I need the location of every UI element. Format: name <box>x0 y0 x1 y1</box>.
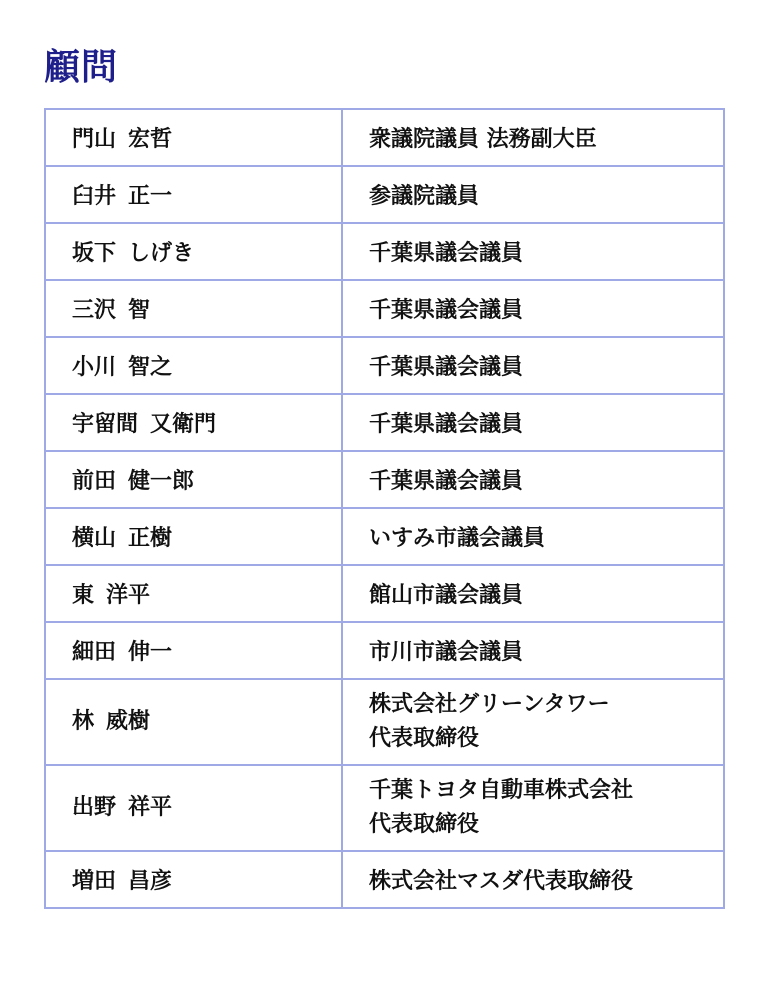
table-row <box>45 337 724 394</box>
advisor-role-cell <box>342 109 724 166</box>
advisor-name-cell <box>45 223 342 280</box>
advisor-name-cell <box>45 679 342 765</box>
advisor-given-name: 祥平 <box>128 795 173 820</box>
advisor-given-name: 健一郎 <box>128 469 195 494</box>
advisor-role-line: 株式会社グリーンタワー <box>369 692 610 717</box>
advisor-role-cell <box>342 337 724 394</box>
advisor-role-cell <box>342 851 724 908</box>
advisor-family-name: 宇留間 <box>72 412 139 437</box>
advisor-role-line: 株式会社マスダ代表取締役 <box>369 869 634 894</box>
table-row <box>45 280 724 337</box>
advisor-name-cell <box>45 109 342 166</box>
table-row <box>45 622 724 679</box>
advisor-role-cell <box>342 565 724 622</box>
advisor-role-cell <box>342 394 724 451</box>
advisor-table-body <box>45 109 724 908</box>
page-title: 顧問 <box>44 47 119 88</box>
advisor-name-cell <box>45 394 342 451</box>
advisor-name-cell <box>45 565 342 622</box>
advisor-role-line: 千葉県議会議員 <box>369 355 524 380</box>
advisor-role-cell <box>342 451 724 508</box>
advisor-role-line: 千葉県議会議員 <box>369 241 524 266</box>
advisor-table <box>44 108 725 909</box>
advisor-role-line: 千葉トヨタ自動車株式会社 <box>369 778 634 803</box>
advisor-role-cell <box>342 508 724 565</box>
advisor-role-line: 代表取締役 <box>369 812 480 837</box>
advisor-name-cell <box>45 337 342 394</box>
advisor-role-line: 千葉県議会議員 <box>369 412 524 437</box>
advisor-role-line: 市川市議会議員 <box>369 640 524 665</box>
advisor-role-cell <box>342 280 724 337</box>
advisor-given-name: 伸一 <box>128 640 173 665</box>
advisor-family-name: 臼井 <box>72 184 117 209</box>
advisor-given-name: 威樹 <box>106 709 151 734</box>
advisor-family-name: 坂下 <box>72 241 117 266</box>
advisor-role-line: 千葉県議会議員 <box>369 298 524 323</box>
table-row <box>45 394 724 451</box>
advisor-name-cell <box>45 451 342 508</box>
advisor-role-cell <box>342 622 724 679</box>
advisor-family-name: 細田 <box>72 640 117 665</box>
advisor-given-name: 正樹 <box>128 526 173 551</box>
table-row <box>45 851 724 908</box>
advisor-given-name: しげき <box>128 241 195 266</box>
advisor-role-line: 参議院議員 <box>369 184 480 209</box>
advisor-role-cell <box>342 223 724 280</box>
advisor-family-name: 横山 <box>72 526 117 551</box>
advisor-given-name: 智之 <box>128 355 173 380</box>
advisor-role-line: いすみ市議会議員 <box>369 526 546 551</box>
advisor-given-name: 正一 <box>128 184 173 209</box>
table-row <box>45 765 724 851</box>
advisor-family-name: 出野 <box>72 795 117 820</box>
advisor-role-line: 衆議院議員 法務副大臣 <box>369 127 597 152</box>
advisor-name-cell <box>45 280 342 337</box>
advisor-name-cell <box>45 166 342 223</box>
advisor-role-line: 千葉県議会議員 <box>369 469 524 494</box>
advisor-role-line: 代表取締役 <box>369 726 480 751</box>
advisor-family-name: 増田 <box>72 869 117 894</box>
table-row <box>45 565 724 622</box>
table-row <box>45 166 724 223</box>
advisor-name-cell <box>45 508 342 565</box>
advisor-given-name: 洋平 <box>106 583 151 608</box>
table-row <box>45 508 724 565</box>
advisor-role-line: 館山市議会議員 <box>369 583 524 608</box>
advisor-name-cell <box>45 765 342 851</box>
advisor-role-cell <box>342 679 724 765</box>
advisor-role-cell <box>342 166 724 223</box>
advisor-family-name: 三沢 <box>72 298 117 323</box>
advisor-family-name: 林 <box>72 709 95 734</box>
advisor-given-name: 智 <box>128 298 151 323</box>
advisor-given-name: 昌彦 <box>128 869 173 894</box>
advisor-given-name: 又衛門 <box>150 412 217 437</box>
table-row <box>45 451 724 508</box>
table-row <box>45 679 724 765</box>
advisor-family-name: 東 <box>72 583 95 608</box>
advisor-family-name: 門山 <box>72 127 117 152</box>
table-row <box>45 223 724 280</box>
advisor-name-cell <box>45 851 342 908</box>
advisor-name-cell <box>45 622 342 679</box>
advisor-family-name: 小川 <box>72 355 117 380</box>
advisor-family-name: 前田 <box>72 469 117 494</box>
table-row <box>45 109 724 166</box>
advisor-given-name: 宏哲 <box>128 127 173 152</box>
advisor-role-cell <box>342 765 724 851</box>
